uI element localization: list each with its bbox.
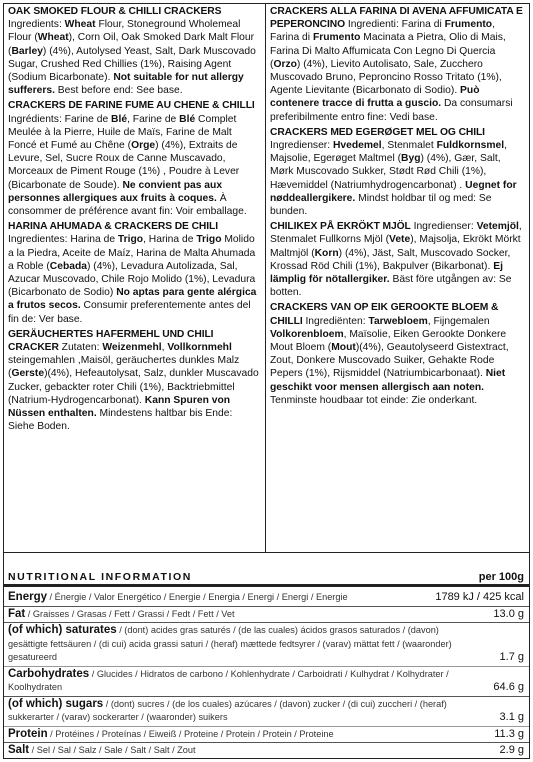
ingredient-heading: CHILIKEX PÅ EKRÖKT MJÖL: [270, 221, 411, 233]
ingredient-text: Zutaten:: [58, 342, 103, 354]
ingredient-emphasis: Gerste: [11, 368, 45, 380]
ingredient-emphasis: Vetemjöl: [476, 221, 519, 233]
nutrient-value: 2.9 g: [499, 744, 524, 756]
nutrient-translations: / (dont) sucres / (de los cuales) azúcares / (davon) zucker / (di cui) zuccheri / (heraf) sukkerarter / (varav) sockerarter / (waaronder) suikers: [8, 698, 447, 722]
ingredient-emphasis: Cebada: [49, 260, 87, 272]
ingredient-text: ) (4%), Lievito Autolisato, Sale, Zucchero Muscovado Bruno, Peproncino Rosso Tritato (1%), Agente Lievitante (Bicarbonato di Sodio).: [270, 58, 502, 97]
ingredient-emphasis: Not suitable for nut allergy sufferers.: [8, 72, 244, 97]
ingredient-emphasis: Trigo: [196, 234, 222, 246]
ingredient-text: ) (4%), Jäst, Salt, Muscovado Socker, Krossad Röd Chili (1%), Bakpulver (Bikarbonat).: [270, 247, 511, 272]
nutrition-title: NUTRITIONAL INFORMATION: [8, 571, 192, 583]
ingredient-emphasis: Blé: [111, 113, 128, 125]
ingredient-text: ) (4%), Autolysed Yeast, Salt, Dark Muscovado Sugar, Crushed Red Chillies (1%), Raising Agent (Sodium Bicarbonate).: [8, 45, 256, 84]
nutrient-value: 64.6 g: [493, 681, 524, 693]
ingredient-text: ), Majsolja, Ekrökt Mörkt Maltmjöl (: [270, 234, 521, 259]
ingredient-heading: GERÄUCHERTES HAFERMEHL UND CHILI CRACKER: [8, 328, 214, 354]
ingredient-text: , Stenmalet: [381, 140, 437, 152]
ingredient-text: ) (4%), Gær, Salt, Mørk Muscovado Sukker, Stødt Rød Chili (1%), Hævemiddel (Natriumhydrogencarbonat) .: [270, 153, 501, 191]
nutrient-name: (of which) saturates: [8, 624, 117, 636]
ingredient-text: , Majsolie, Egerøget Maltmel (: [270, 140, 507, 165]
ingredient-heading: CRACKERS ALLA FARINA DI AVENA AFFUMICATA E PEPERONCINO: [270, 6, 523, 31]
nutrition-header: [4, 561, 529, 587]
ingredient-heading: CRACKERS DE FARINE FUME AU CHENE & CHILLI: [8, 100, 255, 112]
ingredient-text: À consommer de préférence avant fin: Voir emballage.: [8, 192, 247, 218]
nutrition-row: [4, 697, 529, 727]
ingredient-text: steingemahlen ,Maisöl, geräuchertes dunkles Malz (: [8, 355, 240, 380]
ingredient-text: ), Corn Oil, Oak Smoked Dark Malt Flour (: [8, 32, 255, 57]
ingredient-heading: CRACKERS MED EGERØGET MEL OG CHILI: [270, 126, 485, 138]
ingredients-section: [4, 4, 529, 552]
nutrition-rows: [4, 590, 529, 759]
ingredient-text: , Maïsolie, Eiken Gerookte Donkere Mout Bloem (: [270, 328, 507, 354]
ingredient-text: Ingrédients: Farine de: [8, 113, 112, 125]
ingredient-block: [270, 5, 525, 124]
ingredient-text: , Farina di: [270, 19, 495, 44]
ingredient-emphasis: Blé: [179, 113, 196, 125]
ingredient-text: , Stenmalet Fullkorns Mjöl (: [270, 221, 522, 246]
ingredient-text: Consumir preferentemente antes del fin de: Ver base.: [8, 300, 251, 325]
ingredient-text: Macinata a Pietra, Olio di Mais, Farina Di Malto Affumicata Con Legno Di Quercia (: [270, 32, 506, 70]
ingredient-text: ,: [161, 342, 168, 354]
ingredient-heading: HARINA AHUMADA & CRACKERS DE CHILI: [8, 221, 218, 233]
ingredient-block: [270, 220, 525, 299]
nutrient-translations: / Graisses / Grasas / Fett / Grassi / Fedt / Fett / Vet: [25, 608, 235, 619]
nutrition-row: [4, 623, 529, 667]
ingredient-emphasis: Può contenere tracce di frutta a guscio.: [270, 85, 480, 110]
nutrient-label: [8, 624, 452, 663]
ingredient-text: Ingredienser:: [270, 140, 333, 152]
nutrition-row: [4, 667, 529, 697]
nutrition-row: [4, 743, 529, 759]
ingredient-emphasis: Kann Spuren von Nüssen enthalten.: [8, 394, 231, 420]
nutrient-translations: / Énergie / Valor Energético / Energie / Energia / Energi / Energi / Energie: [47, 592, 348, 602]
ingredient-text: ) (4%), Levadura Autolizada, Sal, Azucar Muscovado, Chile Rojo Molido (1%), Levadura (Bicarbonato de Sodio): [8, 260, 256, 299]
ingredient-emphasis: Fuldkornsmel: [436, 140, 505, 152]
nutrient-label: [8, 698, 447, 724]
nutrition-table: [4, 552, 529, 759]
nutrient-translations: / (dont) acides gras saturés / (de las cuales) ácidos grasos saturados / (davon) gesättigte fettsäuren / (di cui) acida grassi saturi / (heraf) mættede fedtsyrer / (varav) mättat fett / (waaronder) gesatureerd: [8, 625, 452, 662]
ingredients-column-left: [4, 4, 266, 552]
ingredient-text: , Harina de: [143, 234, 197, 246]
ingredient-emphasis: Weizenmehl: [102, 342, 162, 354]
ingredient-block: [8, 328, 261, 434]
ingredient-text: Best before end: See base.: [54, 85, 183, 97]
nutrient-label: [8, 591, 348, 603]
nutrient-name: Salt: [8, 744, 30, 756]
ingredient-emphasis: Tarwebloem: [368, 315, 428, 327]
ingredient-emphasis: Vollkornmehl: [167, 342, 232, 354]
nutrient-name: Energy: [8, 591, 47, 603]
nutrition-row: [4, 607, 529, 624]
ingredient-text: , Fijngemalen: [427, 315, 490, 327]
ingredient-heading: CRACKERS VAN OP EIK GEROOKTE BLOEM & CHILLI: [270, 302, 499, 327]
ingredient-emphasis: Byg: [401, 153, 421, 165]
nutrient-value: 13.0 g: [493, 607, 524, 620]
nutrient-translations: / Sel / Sal / Salz / Sale / Salt / Salt / Zout: [29, 745, 196, 755]
ingredient-text: Ingredientes: Harina de: [8, 234, 118, 246]
ingredient-text: Ingredienti: Farina di: [345, 19, 445, 31]
ingredient-text: Ingredients:: [8, 19, 65, 31]
ingredients-column-right: [266, 4, 529, 552]
ingredient-text: Da consumarsi preferibilmente entro fine: Vedi base.: [270, 98, 513, 123]
ingredient-emphasis: Orzo: [273, 58, 297, 70]
nutrient-value: 11.3 g: [494, 727, 524, 740]
ingredient-text: Molido a la Piedra, Aceite de Maíz, Harina de Malta Ahumada a Roble (: [8, 234, 256, 272]
ingredient-emphasis: Volkorenbloem: [270, 328, 344, 340]
ingredient-emphasis: Wheat: [64, 19, 96, 31]
ingredient-block: [8, 5, 261, 97]
label-frame: [3, 3, 530, 759]
nutrient-label: [8, 668, 449, 694]
ingredient-text: Ingrediënten:: [302, 315, 369, 327]
ingredient-heading: OAK SMOKED FLOUR & CHILLI CRACKERS: [8, 6, 222, 17]
ingredient-emphasis: Uegnet for nøddeallergikere.: [270, 179, 517, 204]
nutrient-name: Protein: [8, 727, 48, 740]
ingredient-emphasis: Ne convient pas aux personnes allergiques aux fruits à coques.: [8, 179, 223, 204]
ingredient-emphasis: Frumento: [444, 19, 493, 31]
nutrient-label: [8, 728, 334, 740]
ingredient-emphasis: Hvedemel: [332, 140, 382, 152]
ingredient-block: [8, 220, 261, 326]
nutrient-translations: / Glucides / Hidratos de carbono / Kohlenhydrate / Carboidrati / Kulhydrat / Kolhydrater / Koolhydraten: [8, 668, 449, 692]
ingredient-text: , Farine de: [127, 113, 180, 125]
ingredient-emphasis: No aptas para gente alérgica a frutos secos.: [8, 287, 257, 312]
ingredient-emphasis: Barley: [11, 45, 43, 57]
ingredient-emphasis: Niet geschikt voor mensen allergisch aan noten.: [270, 368, 506, 393]
ingredient-emphasis: Trigo: [117, 234, 144, 246]
ingredient-text: )(4%), Hefeautolysat, Salz, dunkler Muscavado Zucker, gebackter roter Chili (1%), Backtriebmittel (Natrium-Hydrogencarbonat).: [8, 368, 259, 406]
nutrient-value: 1.7 g: [499, 651, 524, 663]
nutrient-name: (of which) sugars: [8, 697, 104, 710]
ingredient-emphasis: Mout: [331, 342, 356, 354]
nutrient-label: [8, 608, 235, 620]
nutrient-label: [8, 744, 196, 756]
ingredient-block: [270, 301, 525, 407]
nutrition-row: [4, 727, 529, 744]
ingredient-text: ) (4%), Extraits de Levure, Sel, Sucre Roux de Canne Muscavado, Morceaux de Piment Rouge (1%) , Poudre à Lever (Bicarbonate de Soude).: [8, 140, 240, 191]
nutrient-translations: / Protéines / Proteínas / Eiweiß / Proteine / Protein / Protein / Proteine: [47, 728, 334, 739]
nutrition-per-unit: per 100g: [478, 571, 524, 583]
ingredient-text: )(4%), Geautolyseerd Gistextract, Zout, Donkere Muscovado Suiker, Gehakte Rode Pepers (1%), Rijsmiddel (Natriumbicarbonaat).: [270, 342, 509, 380]
ingredient-emphasis: Orge: [131, 140, 156, 152]
nutrition-row: [4, 590, 529, 607]
ingredient-text: Ingredienser:: [410, 221, 477, 233]
ingredient-text: Tenminste houdbaar tot einde: Zie onderkant.: [270, 394, 478, 406]
ingredient-emphasis: Vete: [389, 234, 411, 246]
ingredient-block: [270, 126, 525, 218]
ingredient-text: Flour, Stoneground Wholemeal Flour (: [8, 19, 241, 44]
ingredient-text: Complet Meulée à la Pierre, Huile de Maïs, Farine de Malt Foncé et Fumé au Chêne (: [8, 113, 237, 152]
ingredient-emphasis: Korn: [314, 247, 339, 259]
ingredient-block: [8, 99, 261, 218]
nutrient-name: Carbohydrates: [8, 667, 90, 680]
nutrient-name: Fat: [8, 607, 26, 620]
ingredient-emphasis: Frumento: [312, 32, 361, 44]
ingredient-text: Mindestens haltbar bis Ende: Siehe Boden.: [8, 408, 233, 433]
ingredient-emphasis: Wheat: [37, 32, 69, 44]
ingredient-text: Bäst före utgången av: Se botten.: [270, 274, 512, 299]
ingredient-text: Mindst holdbar til og med: Se bunden.: [270, 192, 492, 218]
nutrient-value: 1789 kJ / 425 kcal: [435, 591, 524, 603]
ingredient-emphasis: Ej lämplig för nötallergiker.: [270, 260, 503, 286]
nutrient-value: 3.1 g: [499, 711, 524, 723]
